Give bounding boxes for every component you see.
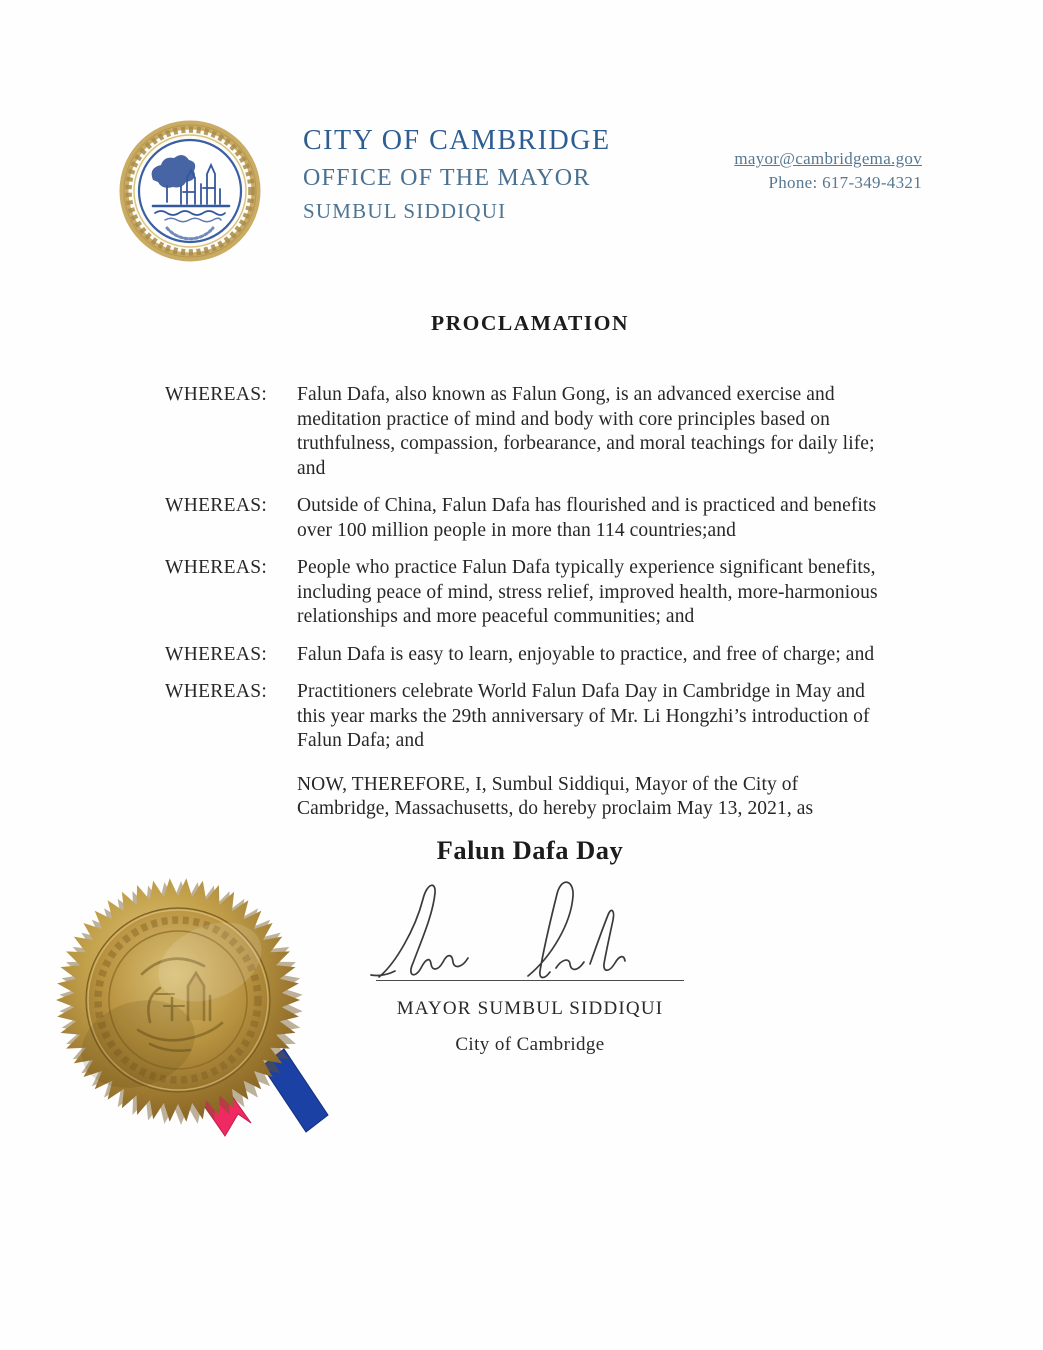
handwritten-signature: [365, 868, 695, 990]
clause-text: People who practice Falun Dafa typically experience significant benefits, including peace of mind, stress relief, improved health, more-harmonious relationships and more peaceful communities; and: [297, 557, 878, 627]
email-address: mayor@cambridgema.gov: [734, 149, 922, 168]
clause-text: Falun Dafa is easy to learn, enjoyable to practice, and free of charge; and: [297, 643, 875, 665]
org-name: CITY OF CAMBRIDGE: [303, 125, 611, 156]
whereas-clause: [165, 680, 895, 754]
gold-embossed-city-seal: [38, 862, 340, 1154]
clause-text: Falun Dafa, also known as Falun Gong, is an advanced exercise and meditation practice of mind and body with core principles based on truthfulness, compassion, forbearance, and moral teachings for daily life; and: [297, 384, 875, 479]
org-office: OFFICE OF THE MAYOR: [303, 165, 591, 191]
clause-label: WHEREAS:: [165, 681, 268, 702]
cambridge-city-seal-icon: [119, 120, 261, 262]
document-title: PROCLAMATION: [431, 311, 629, 335]
phone-number: Phone: 617-349-4321: [768, 173, 922, 192]
whereas-clause: [165, 383, 895, 481]
letterhead-org-block: [303, 127, 611, 222]
signature-line: [376, 980, 684, 981]
clause-text: Practitioners celebrate World Falun Dafa Day in Cambridge in May and this year marks the 29th anniversary of Mr. Li Hongzhi’s introduction of Falun Dafa; and: [297, 681, 870, 751]
whereas-clause: [165, 767, 895, 822]
whereas-clause: [165, 556, 895, 630]
clause-label: WHEREAS:: [165, 643, 268, 665]
whereas-clause: [165, 494, 895, 543]
clause-label: [165, 773, 297, 822]
clause-list: [165, 383, 895, 822]
clause-text: NOW, THEREFORE, I, Sumbul Siddiqui, Mayor of the City of Cambridge, Massachusetts, do hereby proclaim May 13, 2021, as: [297, 773, 814, 819]
proclaimed-day-title: Falun Dafa Day: [436, 834, 624, 865]
org-mayor-name: SUMBUL SIDDIQUI: [303, 199, 507, 223]
signer-name: MAYOR SUMBUL SIDDIQUI: [396, 997, 664, 1019]
clause-label: WHEREAS:: [165, 557, 268, 578]
clause-label: WHEREAS:: [165, 495, 268, 516]
signer-organization: City of Cambridge: [455, 1033, 605, 1055]
clause-label: WHEREAS:: [165, 384, 268, 405]
whereas-clause: [165, 643, 895, 668]
letterhead-contact-block: [734, 150, 922, 191]
clause-text: Outside of China, Falun Dafa has flourished and is practiced and benefits over 100 million people in more than 114 countries;and: [297, 495, 877, 541]
